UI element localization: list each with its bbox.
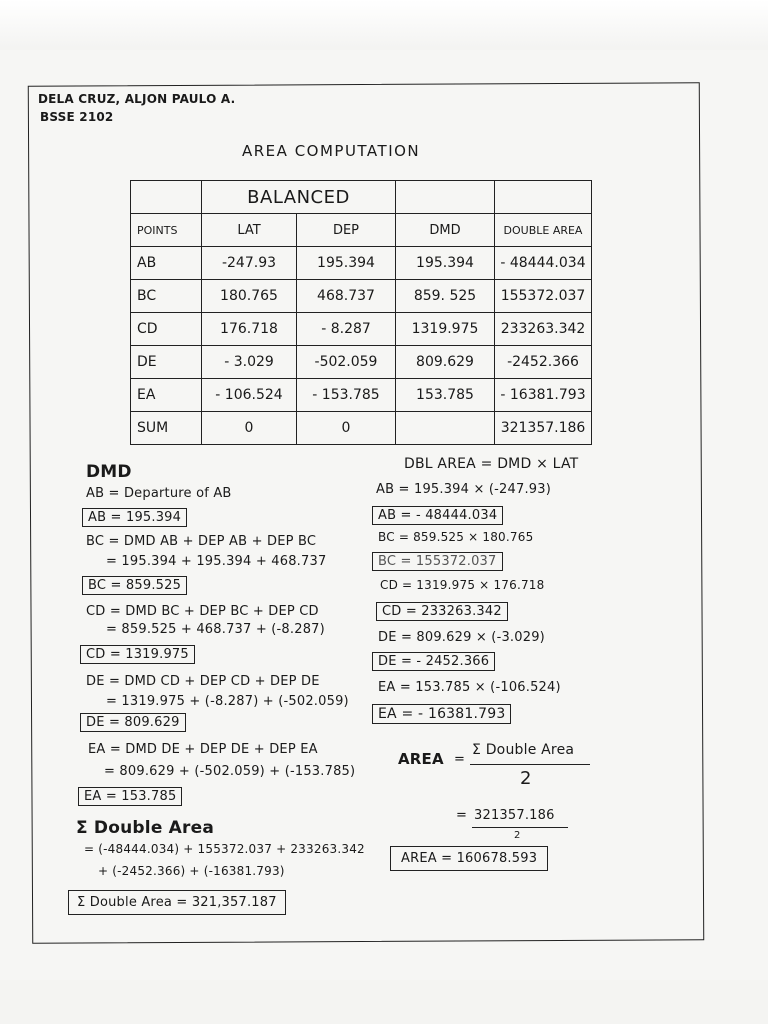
table-cell: 195.394	[297, 247, 396, 280]
table-cell: AB	[131, 247, 202, 280]
table-cell: BC	[131, 280, 202, 313]
table-cell: DE	[131, 346, 202, 379]
table-cell: 0	[202, 412, 297, 445]
dmd-cd-result: CD = 1319.975	[80, 645, 195, 664]
area-value-numerator: 321357.186	[474, 808, 555, 823]
table-cell: 176.718	[202, 313, 297, 346]
sum-double-area-heading: Σ Double Area	[76, 818, 215, 838]
dbl-area-bc-formula: BC = 859.525 × 180.765	[378, 530, 534, 544]
table-cell: - 153.785	[297, 379, 396, 412]
sum-double-area-line1: = (-48444.034) + 155372.037 + 233263.342	[84, 842, 365, 856]
dbl-area-de-result: DE = - 2452.366	[372, 652, 495, 671]
table-row	[131, 280, 592, 313]
area-value-denominator: 2	[514, 830, 521, 841]
column-header: DOUBLE AREA	[495, 214, 592, 247]
dbl-area-ab-formula: AB = 195.394 × (-247.93)	[376, 482, 552, 497]
area-result: AREA = 160678.593	[390, 846, 548, 871]
balanced-table	[130, 180, 592, 445]
dbl-area-ea-formula: EA = 153.785 × (-106.524)	[378, 680, 561, 695]
dbl-area-ea-result: EA = - 16381.793	[372, 704, 511, 724]
area-fraction-line	[470, 764, 590, 765]
sum-double-area-line2: + (-2452.366) + (-16381.793)	[98, 864, 285, 878]
sum-double-area-result: Σ Double Area = 321,357.187	[68, 890, 286, 915]
table-cell: -502.059	[297, 346, 396, 379]
dmd-de-result: DE = 809.629	[80, 713, 186, 732]
dbl-area-cd-result: CD = 233263.342	[376, 602, 508, 621]
area-label: AREA	[398, 750, 444, 768]
dmd-cd-formula: CD = DMD BC + DEP BC + DEP CD	[86, 604, 319, 619]
table-cell: 153.785	[396, 379, 495, 412]
table-cell: 155372.037	[495, 280, 592, 313]
table-cell: - 48444.034	[495, 247, 592, 280]
table-cell: EA	[131, 379, 202, 412]
dmd-ea-formula: EA = DMD DE + DEP DE + DEP EA	[88, 742, 318, 757]
dmd-ab-result: AB = 195.394	[82, 508, 187, 527]
table-row-sum	[131, 412, 592, 445]
dmd-ea-result: EA = 153.785	[78, 787, 182, 806]
dbl-area-heading: DBL AREA = DMD × LAT	[404, 456, 579, 472]
student-section: BSSE 2102	[40, 110, 114, 124]
table-cell: 859. 525	[396, 280, 495, 313]
student-name: DELA CRUZ, ALJON PAULO A.	[38, 92, 236, 106]
page-title: AREA COMPUTATION	[242, 142, 421, 160]
table-row	[131, 247, 592, 280]
table-cell	[131, 181, 202, 214]
table-cell: 0	[297, 412, 396, 445]
dbl-area-cd-formula: CD = 1319.975 × 176.718	[380, 578, 545, 592]
table-row	[131, 379, 592, 412]
area-equals-2: =	[456, 808, 468, 823]
column-header: LAT	[202, 214, 297, 247]
dmd-de-formula: DE = DMD CD + DEP CD + DEP DE	[86, 674, 320, 689]
table-cell: -2452.366	[495, 346, 592, 379]
table-cell	[396, 412, 495, 445]
dbl-area-de-formula: DE = 809.629 × (-3.029)	[378, 630, 545, 645]
dbl-area-ab-result: AB = - 48444.034	[372, 506, 503, 525]
table-cell	[396, 181, 495, 214]
table-row	[131, 346, 592, 379]
dmd-ab-note: AB = Departure of AB	[86, 486, 232, 501]
table-cell: 468.737	[297, 280, 396, 313]
dmd-heading: DMD	[86, 462, 132, 482]
dbl-area-bc-result: BC = 155372.037	[372, 552, 503, 571]
dmd-de-sub: = 1319.975 + (-8.287) + (-502.059)	[106, 694, 349, 709]
table-cell: - 16381.793	[495, 379, 592, 412]
area-value-fraction-line	[472, 827, 568, 828]
table-cell: - 8.287	[297, 313, 396, 346]
table-cell	[495, 181, 592, 214]
area-numerator: Σ Double Area	[472, 742, 575, 758]
area-denominator: 2	[520, 768, 532, 789]
dmd-cd-sub: = 859.525 + 468.737 + (-8.287)	[106, 622, 325, 637]
table-cell: 1319.975	[396, 313, 495, 346]
table-cell: 809.629	[396, 346, 495, 379]
column-header: DMD	[396, 214, 495, 247]
table-cell: SUM	[131, 412, 202, 445]
dmd-bc-formula: BC = DMD AB + DEP AB + DEP BC	[86, 534, 317, 549]
table-header-row	[131, 214, 592, 247]
table-cell: 195.394	[396, 247, 495, 280]
top-edge	[0, 0, 768, 52]
table-cell: - 3.029	[202, 346, 297, 379]
dmd-bc-sub: = 195.394 + 195.394 + 468.737	[106, 554, 327, 569]
table-cell: CD	[131, 313, 202, 346]
table-group-header: BALANCED	[202, 181, 396, 214]
table-group-row	[131, 181, 592, 214]
table-cell: 233263.342	[495, 313, 592, 346]
table-cell: 180.765	[202, 280, 297, 313]
column-header: DEP	[297, 214, 396, 247]
table-cell: - 106.524	[202, 379, 297, 412]
area-equals: =	[454, 752, 466, 767]
table-cell: 321357.186	[495, 412, 592, 445]
table-row	[131, 313, 592, 346]
dmd-ea-sub: = 809.629 + (-502.059) + (-153.785)	[104, 764, 356, 779]
dmd-bc-result: BC = 859.525	[82, 576, 187, 595]
column-header: POINTS	[131, 214, 202, 247]
table-cell: -247.93	[202, 247, 297, 280]
